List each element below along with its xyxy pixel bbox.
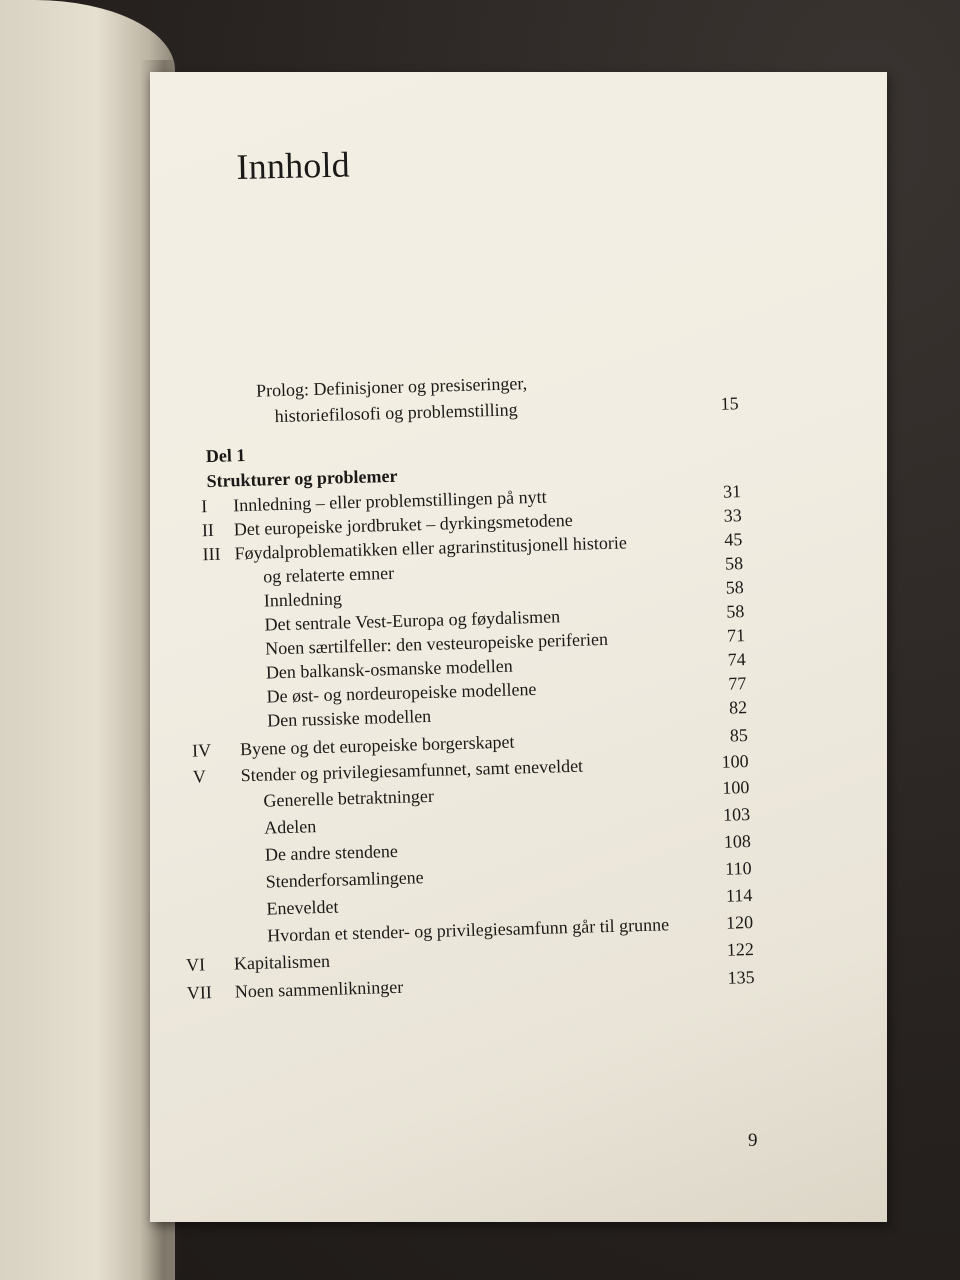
chapter-page-number: 58 bbox=[725, 577, 744, 598]
part-title bbox=[206, 465, 398, 493]
toc-entry bbox=[147, 562, 395, 592]
chapter-page-number: 74 bbox=[727, 649, 746, 670]
chapter-title: Det europeiske jordbruket – dyrkingsmetodene bbox=[233, 509, 573, 540]
chapter-page-number: 135 bbox=[727, 966, 755, 988]
chapter-page-number: 33 bbox=[723, 505, 742, 526]
toc-entry bbox=[149, 628, 609, 664]
chapter-number: II bbox=[201, 519, 215, 541]
chapter-number: III bbox=[202, 543, 221, 565]
chapter-number: V bbox=[192, 766, 207, 787]
toc-entry bbox=[156, 896, 339, 924]
chapter-title: Byene og det europeiske borgerskapet bbox=[239, 731, 515, 760]
toc-entry bbox=[157, 914, 670, 951]
chapter-title: Innledning bbox=[263, 588, 343, 611]
toc-entry bbox=[158, 950, 331, 978]
chapter-title: Eneveldet bbox=[266, 896, 339, 919]
chapter-page-number: 71 bbox=[726, 625, 746, 646]
chapter-page-number: 100 bbox=[721, 751, 749, 772]
chapter-page-number: 122 bbox=[726, 938, 755, 960]
chapter-title: Noen sammenlikninger bbox=[234, 976, 404, 1002]
prolog-entry bbox=[255, 373, 528, 403]
chapter-page-number: 103 bbox=[722, 804, 751, 825]
prolog-page: 15 bbox=[720, 393, 739, 414]
chapter-title: Noen særtilfeller: den vesteuropeiske periferien bbox=[264, 628, 609, 659]
chapter-number: IV bbox=[191, 740, 212, 761]
chapter-title: Stender og privilegiesamfunnet, samt eneveldet bbox=[240, 755, 584, 786]
prolog-title-line-1: Prolog: Definisjoner og presiseringer, bbox=[255, 373, 528, 401]
toc-entry bbox=[145, 486, 547, 520]
chapter-title: De øst- og nordeuropeiske modellene bbox=[266, 678, 537, 707]
chapter-page-number: 114 bbox=[725, 885, 753, 906]
part-title-text: Strukturer og problemer bbox=[206, 465, 398, 492]
table-of-contents bbox=[133, 63, 902, 1233]
chapter-title: Føydalproblematikken eller agrarinstitusjonell historie bbox=[234, 532, 628, 564]
prolog-title-line-2: historiefilosofi og problemstilling bbox=[274, 399, 518, 427]
part-label-text: Del 1 bbox=[205, 444, 246, 467]
page-number: 9 bbox=[748, 1130, 758, 1151]
toc-entry bbox=[150, 678, 537, 712]
chapter-title: Stenderforsamlingene bbox=[265, 867, 424, 892]
chapter-number: I bbox=[200, 496, 208, 517]
chapter-number: VI bbox=[185, 954, 206, 975]
chapter-title: De andre stendene bbox=[264, 840, 399, 865]
toc-entry bbox=[148, 606, 561, 640]
book-page bbox=[150, 72, 887, 1222]
chapter-page-number: 31 bbox=[722, 481, 742, 502]
toc-entry bbox=[146, 532, 628, 568]
chapter-title: Den russiske modellen bbox=[266, 705, 432, 731]
chapter-page-number: 77 bbox=[728, 673, 747, 694]
page-content bbox=[150, 72, 887, 1222]
page-title: Innhold bbox=[236, 144, 351, 187]
chapter-title: Den balkansk-osmanske modellen bbox=[265, 655, 514, 683]
chapter-title: Kapitalismen bbox=[233, 950, 331, 974]
chapter-title: Innledning – eller problemstillingen på nytt bbox=[232, 486, 547, 516]
chapter-page-number: 120 bbox=[725, 911, 754, 933]
toc-entry bbox=[151, 705, 432, 736]
toc-entry bbox=[146, 509, 573, 544]
chapter-page-number: 82 bbox=[728, 697, 748, 718]
chapter-title: Adelen bbox=[263, 816, 317, 838]
toc-entry bbox=[154, 816, 317, 843]
chapter-title: Det sentrale Vest-Europa og føydalismen bbox=[264, 606, 561, 635]
chapter-page-number: 108 bbox=[723, 831, 752, 852]
toc-entry bbox=[148, 588, 343, 616]
toc-entry bbox=[152, 731, 515, 764]
chapter-page-number: 100 bbox=[722, 777, 750, 798]
chapter-page-number: 110 bbox=[724, 858, 752, 879]
chapter-title: og relaterte emner bbox=[262, 562, 395, 587]
toc-entry bbox=[158, 976, 404, 1006]
chapter-page-number: 58 bbox=[724, 553, 744, 574]
chapter-page-number: 85 bbox=[729, 725, 749, 746]
toc-entry bbox=[152, 755, 584, 790]
toc-entry bbox=[153, 785, 435, 816]
part-label bbox=[205, 444, 246, 468]
toc-entry bbox=[155, 840, 399, 870]
chapter-title: Generelle betraktninger bbox=[263, 785, 435, 811]
chapter-title: Hvordan et stender- og privilegiesamfunn går til grunne bbox=[266, 914, 670, 946]
chapter-number: VII bbox=[186, 982, 213, 1003]
left-page-text-fragment bbox=[0, 290, 60, 320]
prolog-entry-cont bbox=[274, 399, 518, 428]
chapter-page-number: 58 bbox=[726, 601, 745, 622]
toc-entry bbox=[150, 655, 514, 688]
chapter-page-number: 45 bbox=[724, 529, 743, 550]
toc-entry bbox=[155, 867, 424, 897]
